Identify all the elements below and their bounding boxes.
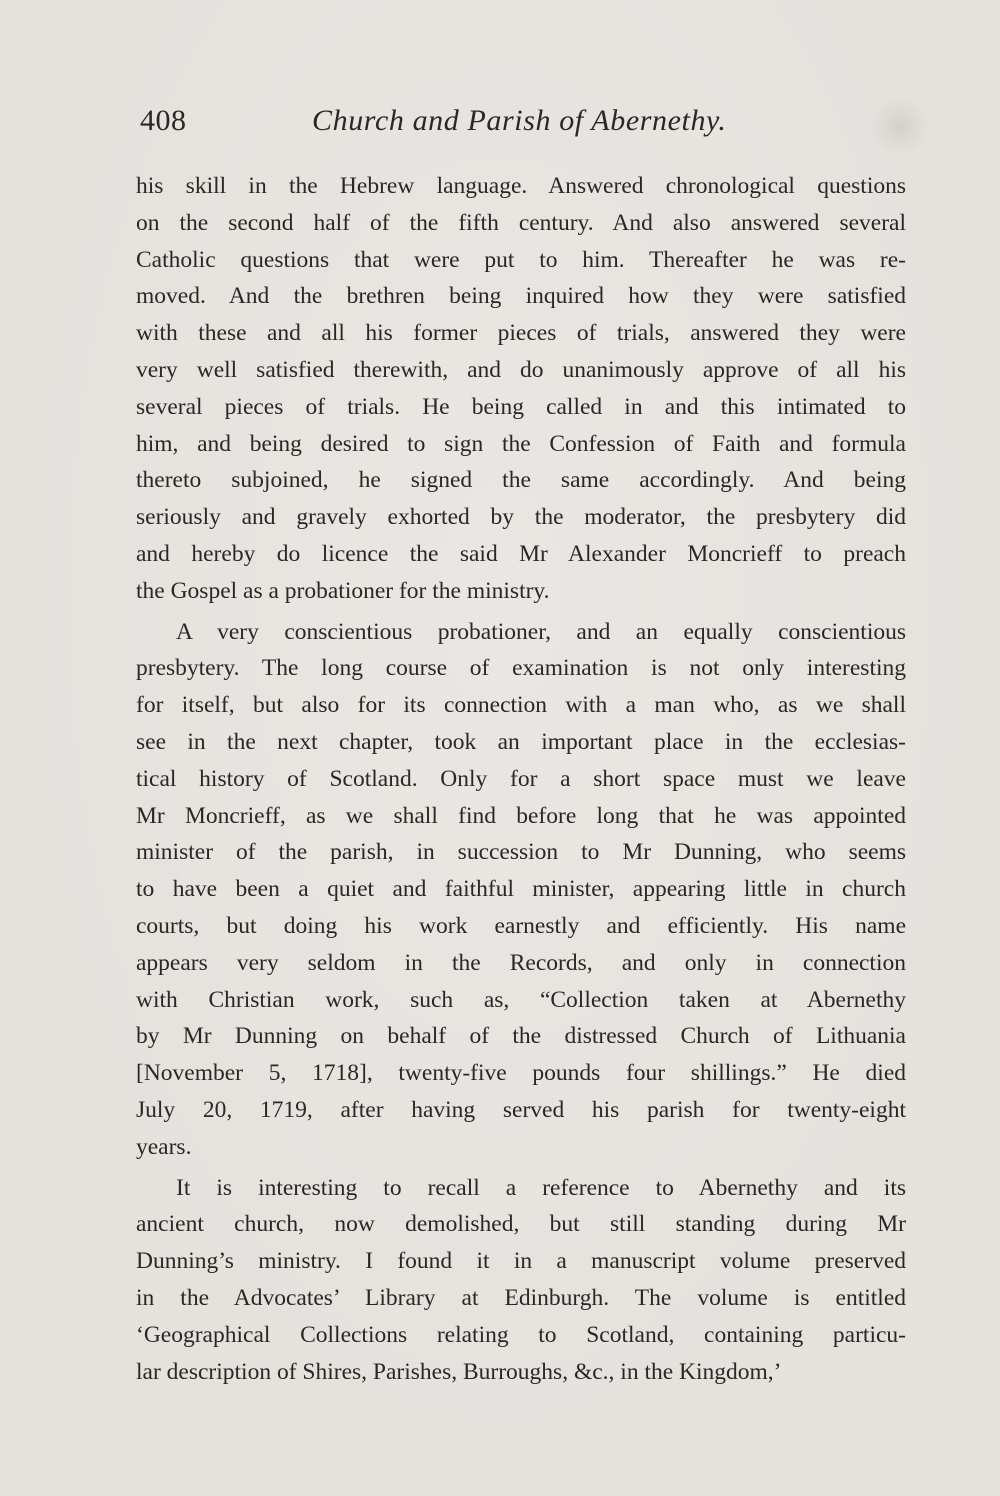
text-line: in the Advocates’ Library at Edinburgh. The volume is entitled xyxy=(136,1284,906,1311)
text-line: with Christian work, such as, “Collection taken at Abernethy xyxy=(136,986,906,1013)
text-line: Catholic questions that were put to him. Thereafter he was re- xyxy=(136,246,906,273)
text-line: ancient church, now demolished, but still standing during Mr xyxy=(136,1211,906,1238)
text-line: courts, but doing his work earnestly and efficiently. His name xyxy=(136,912,906,939)
text-line: the Gospel as a probationer for the ministry. xyxy=(136,577,550,604)
text-line: very well satisfied therewith, and do unanimously approve of all his xyxy=(136,356,906,383)
paragraph xyxy=(136,1170,906,1391)
text-line: him, and being desired to sign the Confession of Faith and formula xyxy=(136,430,906,457)
text-line: lar description of Shires, Parishes, Burroughs, &c., in the Kingdom,’ xyxy=(136,1358,782,1385)
text-line: thereto subjoined, he signed the same accordingly. And being xyxy=(136,467,906,494)
text-line: on the second half of the fifth century. And also answered several xyxy=(136,209,906,236)
text-line: for itself, but also for its connection with a man who, as we shall xyxy=(136,692,906,719)
text-line: to have been a quiet and faithful minister, appearing little in church xyxy=(136,876,906,903)
text-line: Mr Moncrieff, as we shall find before long that he was appointed xyxy=(136,802,906,829)
text-line: seriously and gravely exhorted by the moderator, the presbytery did xyxy=(136,504,906,531)
text-line: presbytery. The long course of examination is not only interesting xyxy=(136,655,906,682)
text-line: July 20, 1719, after having served his parish for twenty-eight xyxy=(136,1096,906,1123)
paragraph xyxy=(136,168,906,610)
page-number: 408 xyxy=(140,104,187,137)
text-line: tical history of Scotland. Only for a short space must we leave xyxy=(136,765,906,792)
text-line: by Mr Dunning on behalf of the distressed Church of Lithuania xyxy=(136,1023,906,1050)
text-line: [November 5, 1718], twenty-five pounds four shillings.” He died xyxy=(136,1060,906,1087)
running-title: Church and Parish of Abernethy. xyxy=(312,104,727,137)
text-line: several pieces of trials. He being called in and this intimated to xyxy=(136,393,906,420)
text-line: and hereby do licence the said Mr Alexander Moncrieff to preach xyxy=(136,540,906,567)
text-line: Dunning’s ministry. I found it in a manuscript volume preserved xyxy=(136,1248,906,1275)
text-line: It is interesting to recall a reference to Abernethy and its xyxy=(176,1174,906,1201)
text-line: ‘Geographical Collections relating to Scotland, containing particu- xyxy=(136,1321,906,1348)
text-line: his skill in the Hebrew language. Answered chronological questions xyxy=(136,173,906,199)
text-line: moved. And the brethren being inquired how they were satisfied xyxy=(136,283,906,310)
paragraph xyxy=(136,614,906,1166)
text-line: see in the next chapter, took an important place in the ecclesias- xyxy=(136,728,906,755)
running-head xyxy=(140,104,900,154)
text-line: minister of the parish, in succession to Mr Dunning, who seems xyxy=(136,839,906,866)
text-line: years. xyxy=(136,1133,192,1160)
text-line: A very conscientious probationer, and an equally conscientious xyxy=(176,618,906,645)
text-line: appears very seldom in the Records, and only in connection xyxy=(136,949,906,976)
text-line: with these and all his former pieces of trials, answered they were xyxy=(136,320,906,347)
body-text xyxy=(136,168,906,1390)
